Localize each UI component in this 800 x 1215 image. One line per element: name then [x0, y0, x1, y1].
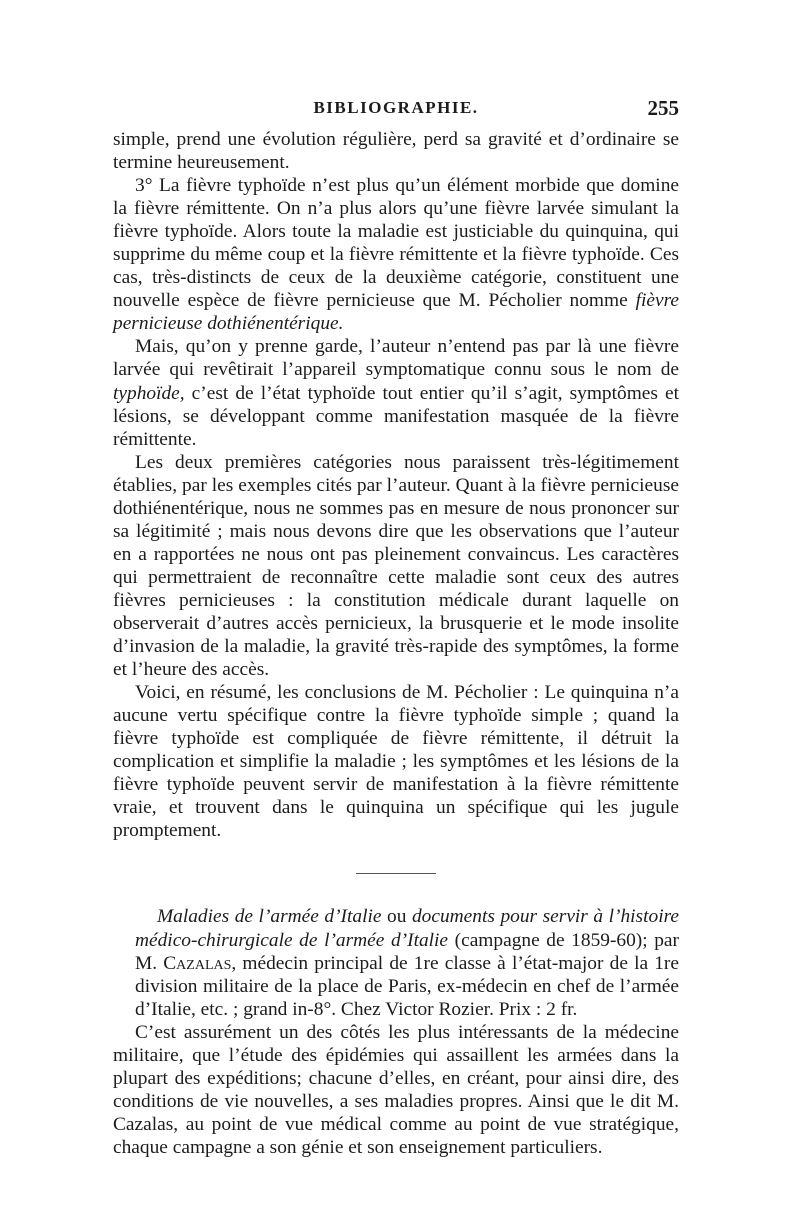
bibliographic-reference	[113, 905, 679, 1020]
paragraph-caution-tail: c’est de l’état typhoïde tout entier qu’il s’agit, symptômes et lésions, se développant comme manifestation masquée de la fièvre rémittente.	[113, 382, 679, 450]
page-number: 255	[647, 96, 679, 120]
paragraph-continuation: simple, prend une évolution régulière, perd sa gravité et d’ordinaire se termine heureusement.	[113, 129, 679, 174]
term-fievre-pernicieuse: fièvre pernicieuse dothiénentérique.	[113, 290, 679, 335]
review-paragraph: C’est assurément un des côtés les plus intéressants de la médecine militaire, que l’étude des épidémies qui assaillent les armées dans la plupart des expéditions; chacune d’elles, en créant, pour ainsi dire, des conditions de vie nouvelles, a ses maladies propres. Ainsi que le dit M. Cazalas, au point de vue médical comme au point de vue stratégique, chaque campagne a son génie et son enseignement particuliers.	[113, 1021, 679, 1158]
term-typhoide: typhoïde,	[113, 382, 185, 404]
reference-details-1: (campagne de 1859-60); par M.	[135, 929, 679, 974]
reference-author: Cazalas	[163, 952, 232, 974]
paragraph-third-category	[113, 174, 679, 335]
paragraph-assessment: Les deux premières catégories nous paraissent très-légitimement établies, par les exemples cités par l’auteur. Quant à la fièvre pernicieuse dothiénentérique, nous ne sommes pas en mesure de nous prononcer sur sa légitimité ; mais nous devons dire que les observations que l’auteur en a rapportées ne nous ont pas pleinement convaincus. Les caractères qui permettraient de reconnaître cette maladie sont ceux des autres fièvres pernicieuses : la constitution médicale durant laquelle on observerait d’autres accès pernicieux, la brusquerie et le mode insolite d’invasion de la maladie, la gravité très-rapide des symptômes, la forme et l’heure des accès.	[113, 451, 679, 681]
reference-title: Maladies de l’armée d’Italie	[157, 906, 382, 928]
paragraph-conclusions: Voici, en résumé, les conclusions de M. Pécholier : Le quinquina n’a aucune vertu spécifique contre la fièvre typhoïde simple ; quand la fièvre typhoïde est compliquée de fièvre rémittente, il détruit la complication et simplifie la maladie ; les symptômes et les lésions de la fièvre typhoïde peuvent servir de manifestation à la fièvre rémittente vraie, et trouvent dans le quinquina un spécifique qui les jugule promptement.	[113, 682, 679, 842]
reference-subtitle: documents pour servir à l’histoire médico-chirurgicale de l’armée d’Italie	[135, 906, 680, 951]
page-header	[113, 98, 679, 128]
paragraph-caution	[113, 335, 679, 450]
reference-details-2: , médecin principal de 1re classe à l’état-major de la 1re division militaire de la place de Paris, ex-médecin en chef de l’armée d’Italie, etc. ; grand in-8°. Chez Victor Rozier. Prix : 2 fr.	[135, 952, 679, 1020]
running-title: BIBLIOGRAPHIE.	[313, 98, 479, 117]
paragraph-caution-lead: Mais, qu’on y prenne garde, l’auteur n’entend pas par là une fièvre larvée qui revêtirait l’appareil symptomatique connu sous le nom de	[113, 336, 679, 381]
reference-connector: ou	[381, 906, 412, 928]
page-body	[113, 128, 679, 1159]
section-divider	[356, 873, 436, 874]
paragraph-third-category-text: 3° La fièvre typhoïde n’est plus qu’un élément morbide que domine la fièvre rémittente. On n’a plus alors qu’une fièvre larvée simulant la fièvre typhoïde. Alors toute la maladie est justiciable du quinquina, qui supprime du même coup et la fièvre rémittente et la fièvre typhoïde. Ces cas, très-distincts de ceux de la deuxième catégorie, constituent une nouvelle espèce de fièvre pernicieuse que M. Pécholier nomme	[113, 175, 679, 312]
